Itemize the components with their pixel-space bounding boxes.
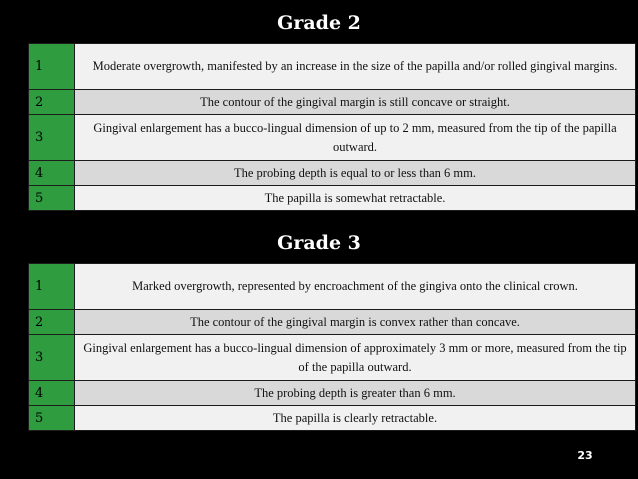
grade-3-table xyxy=(28,263,636,431)
row-description: The probing depth is equal to or less than 6 mm. xyxy=(75,161,636,186)
row-description: The contour of the gingival margin is convex rather than concave. xyxy=(75,310,636,335)
row-description: The papilla is clearly retractable. xyxy=(75,406,636,431)
row-number: 3 xyxy=(29,335,75,381)
row-description: Marked overgrowth, represented by encroachment of the gingiva onto the clinical crown. xyxy=(75,264,636,310)
table-row xyxy=(29,161,636,186)
row-description: Moderate overgrowth, manifested by an increase in the size of the papilla and/or rolled gingival margins. xyxy=(75,44,636,90)
table-row xyxy=(29,44,636,90)
row-description: Gingival enlargement has a bucco-lingual dimension of approximately 3 mm or more, measured from the tip of the papilla outward. xyxy=(75,335,636,381)
row-number: 1 xyxy=(29,264,75,310)
table-row xyxy=(29,90,636,115)
row-number: 4 xyxy=(29,381,75,406)
row-number: 2 xyxy=(29,90,75,115)
row-description: The contour of the gingival margin is still concave or straight. xyxy=(75,90,636,115)
grade-2-heading: Grade 2 xyxy=(277,12,361,34)
table-row xyxy=(29,406,636,431)
row-number: 4 xyxy=(29,161,75,186)
grade-3-heading: Grade 3 xyxy=(277,232,361,254)
table-row xyxy=(29,264,636,310)
row-description: Gingival enlargement has a bucco-lingual dimension of up to 2 mm, measured from the tip of the papilla outward. xyxy=(75,115,636,161)
table-row xyxy=(29,115,636,161)
slide-number: 23 xyxy=(577,449,593,462)
grade-2-table xyxy=(28,43,636,211)
row-number: 5 xyxy=(29,186,75,211)
table-row xyxy=(29,381,636,406)
row-number: 5 xyxy=(29,406,75,431)
row-description: The probing depth is greater than 6 mm. xyxy=(75,381,636,406)
table-row xyxy=(29,186,636,211)
row-number: 3 xyxy=(29,115,75,161)
row-number: 1 xyxy=(29,44,75,90)
row-description: The papilla is somewhat retractable. xyxy=(75,186,636,211)
table-row xyxy=(29,335,636,381)
table-row xyxy=(29,310,636,335)
row-number: 2 xyxy=(29,310,75,335)
